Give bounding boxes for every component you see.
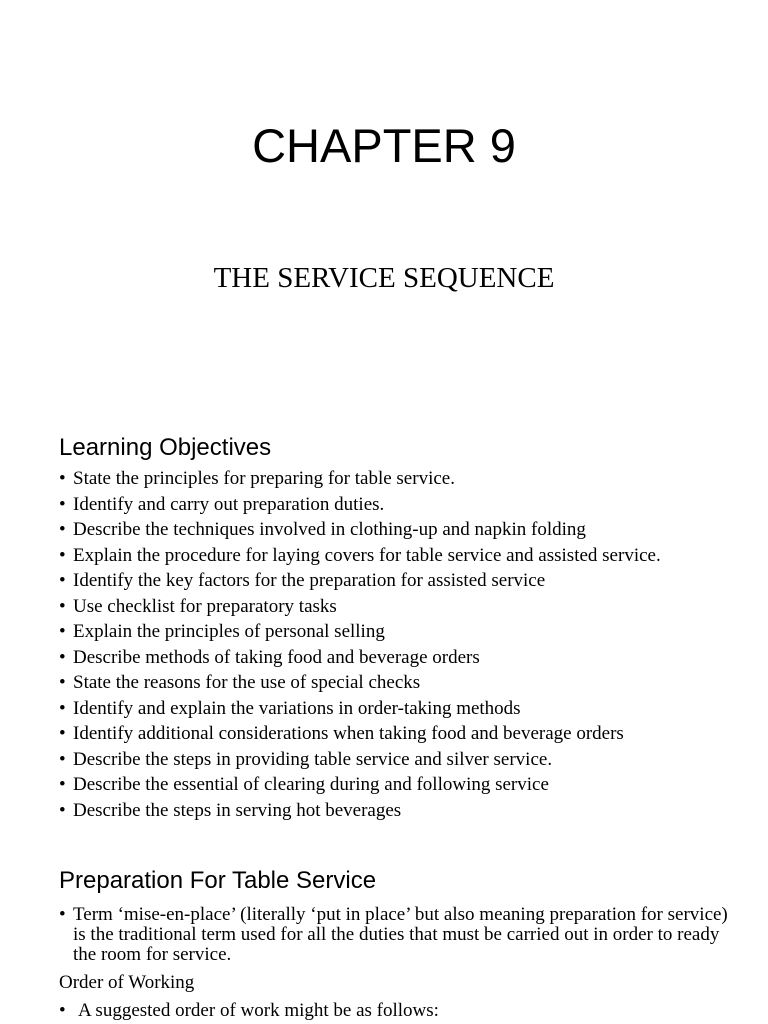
objective-item: • State the principles for preparing for table service.: [59, 469, 739, 488]
objective-item: • Describe the essential of clearing during and following service: [59, 775, 739, 794]
objective-item: • Identify and explain the variations in order-taking methods: [59, 699, 739, 718]
suggested-order-list: [59, 1001, 739, 1020]
chapter-title: CHAPTER 9: [252, 119, 516, 172]
preparation-list: [59, 905, 739, 965]
objective-item: • Explain the principles of personal selling: [59, 622, 739, 641]
objective-item: • Identify the key factors for the preparation for assisted service: [59, 571, 739, 590]
preparation-item: • Term ‘mise-en-place’ (literally ‘put in place’ but also meaning preparation for service) is the traditional term used for all the duties that must be carried out in order to ready the room for service.: [59, 905, 739, 965]
chapter-subtitle: THE SERVICE SEQUENCE: [213, 262, 555, 294]
order-of-working-label: Order of Working: [59, 972, 195, 993]
preparation-heading: Preparation For Table Service: [59, 867, 377, 894]
objective-item: • Describe the steps in providing table service and silver service.: [59, 750, 739, 769]
objective-item: • Explain the procedure for laying covers for table service and assisted service.: [59, 546, 739, 565]
objective-item: • Identify and carry out preparation duties.: [59, 495, 739, 514]
objective-item: • Identify additional considerations when taking food and beverage orders: [59, 724, 739, 743]
objective-item: • Describe the techniques involved in clothing-up and napkin folding: [59, 520, 739, 539]
objective-item: • State the reasons for the use of special checks: [59, 673, 739, 692]
objective-item: • Describe the steps in serving hot beverages: [59, 801, 739, 820]
learning-objectives-list: [59, 469, 739, 826]
suggested-order-item: • A suggested order of work might be as follows:: [59, 1001, 739, 1020]
learning-objectives-heading: Learning Objectives: [59, 434, 272, 461]
objective-item: • Describe methods of taking food and beverage orders: [59, 648, 739, 667]
objective-item: • Use checklist for preparatory tasks: [59, 597, 739, 616]
